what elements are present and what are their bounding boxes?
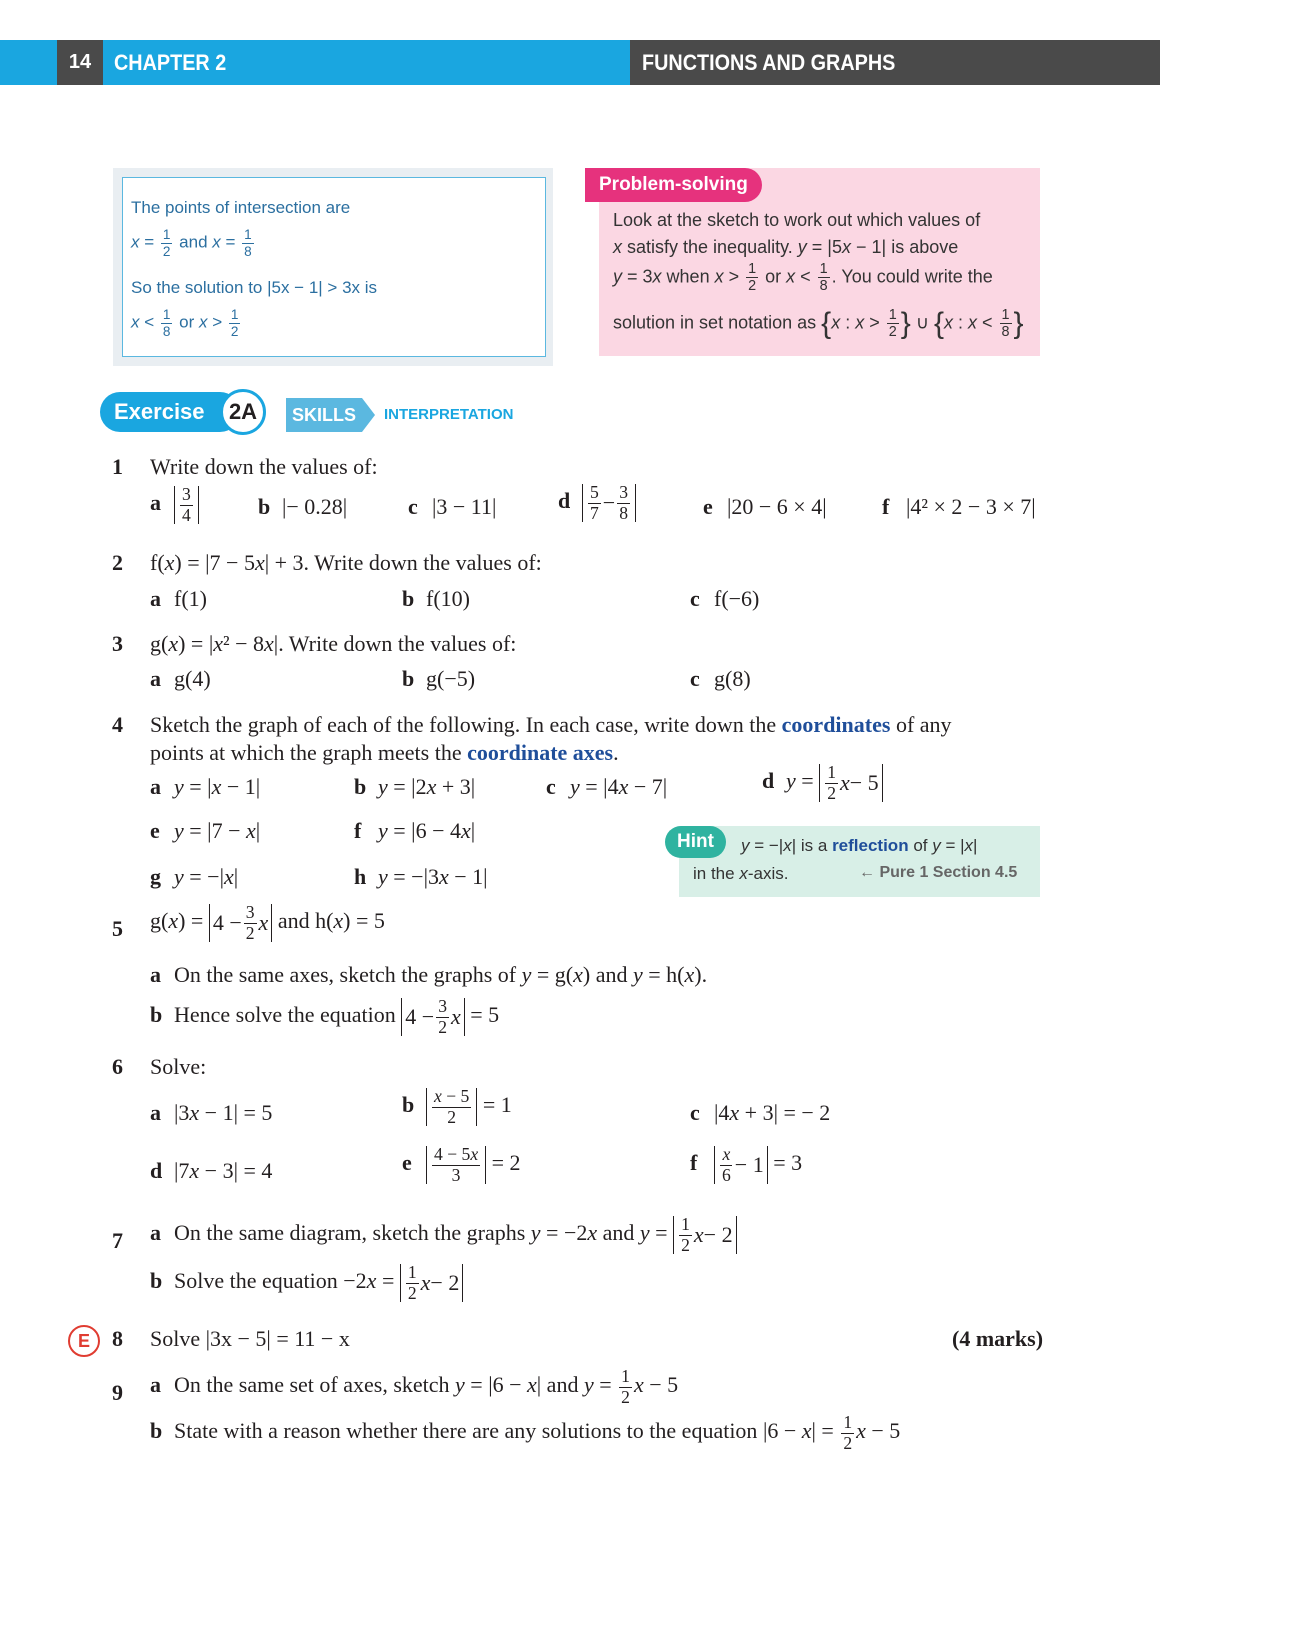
exam-style-icon: E <box>68 1325 100 1357</box>
q1-d: d $\frac{5}{7}$ − $\frac{3}{8}$ <box>558 484 636 522</box>
q9-number: 9 <box>112 1380 123 1405</box>
q9-a: a On the same set of axes, sketch y = |6 − x| and y = $\frac{1}{2}$ x − 5 <box>150 1366 679 1407</box>
problem-solving-box <box>599 168 1040 356</box>
q9-b: b State with a reason whether there are any solutions to the equation |6 − x| = $\frac{1}{2}$ x − 5 <box>150 1412 901 1453</box>
worked-example-box <box>113 168 553 366</box>
q5-b: b Hence solve the equation 4 − $\frac{3}{2}$ x = 5 <box>150 996 500 1037</box>
q4-c: c y = |4x − 7| <box>546 774 668 799</box>
worked-line-1: The points of intersection are <box>131 198 351 217</box>
ps-line-4: solution in set notation as {x : x > $\frac{1}{2}$ } ∪ {x : x < $\frac{1}{8}$ } <box>613 306 1024 341</box>
ps-line-2: x satisfy the inequality. y = |5x − 1| is above <box>613 237 959 257</box>
q4-f: f y = |6 − 4x| <box>354 818 476 843</box>
q6-c: c |4x + 3| = − 2 <box>690 1100 831 1125</box>
worked-line-3: So the solution to |5x − 1| > 3x is <box>131 278 378 297</box>
q3-number: 3 <box>112 631 123 656</box>
hint-line-1: y = −|x| is a reflection of y = |x| <box>741 836 978 855</box>
q3-stem: g(x) = |x² − 8x|. Write down the values of: <box>150 631 517 656</box>
exercise-label: Exercise <box>100 392 240 432</box>
q1-stem: Write down the values of: <box>150 454 378 479</box>
q7-b: b Solve the equation −2x = $\frac{1}{2}$ x − 2 <box>150 1264 463 1302</box>
q1-b: b |− 0.28| <box>258 494 348 519</box>
hint-reference[interactable]: ← Pure 1 Section 4.5 <box>859 864 1018 881</box>
q4-g: g y = −|x| <box>150 864 239 889</box>
hint-line-2: in the x-axis. <box>693 864 789 883</box>
q2-c: c f(−6) <box>690 586 760 611</box>
q2-number: 2 <box>112 550 123 575</box>
q6-e: e $\frac{4 - 5x}{3}$ = 2 <box>402 1144 521 1185</box>
q5-number: 5 <box>112 916 123 941</box>
q4-stem-1: Sketch the graph of each of the following. In each case, write down the coordinates of any <box>150 712 952 737</box>
q6-d: d |7x − 3| = 4 <box>150 1158 273 1183</box>
q8-stem: Solve |3x − 5| = 11 − x <box>150 1326 350 1351</box>
skills-arrow <box>362 398 375 432</box>
q1-e: e |20 − 6 × 4| <box>703 494 827 519</box>
q1-a: a $\frac{3}{4}$ <box>150 486 199 524</box>
q8-number: 8 <box>112 1326 123 1351</box>
q8-marks: (4 marks) <box>952 1326 1044 1351</box>
ps-line-1: Look at the sketch to work out which values of <box>613 210 981 230</box>
chapter-label: CHAPTER 2 <box>114 50 227 75</box>
q3-b: b g(−5) <box>402 666 476 691</box>
q1-f: f |4² × 2 − 3 × 7| <box>882 494 1036 519</box>
glossary-coordinates[interactable]: coordinates <box>781 712 891 737</box>
worked-line-2: x = $\frac{1}{2}$ and x = $\frac{1}{8}$ <box>131 227 252 259</box>
q6-a: a |3x − 1| = 5 <box>150 1100 273 1125</box>
q6-number: 6 <box>112 1054 123 1079</box>
worked-line-4: x < $\frac{1}{8}$ or x > $\frac{1}{2}$ <box>131 307 239 339</box>
q4-b: b y = |2x + 3| <box>354 774 476 799</box>
q4-a: a y = |x − 1| <box>150 774 261 799</box>
q4-number: 4 <box>112 712 123 737</box>
q6-b: b $\frac{x - 5}{2}$ = 1 <box>402 1086 512 1127</box>
q7-a: a On the same diagram, sketch the graphs y = −2x and y = $\frac{1}{2}$ x − 2 <box>150 1216 737 1254</box>
q1-number: 1 <box>112 454 123 479</box>
q2-b: b f(10) <box>402 586 470 611</box>
skill-name: INTERPRETATION <box>384 406 514 423</box>
q1-c: c |3 − 11| <box>408 494 497 519</box>
q7-number: 7 <box>112 1228 123 1253</box>
glossary-reflection[interactable]: reflection <box>832 836 909 855</box>
glossary-coordinate-axes[interactable]: coordinate axes <box>467 740 614 765</box>
q4-e: e y = |7 − x| <box>150 818 261 843</box>
q3-c: c g(8) <box>690 666 751 691</box>
skills-tag: SKILLS <box>286 398 362 432</box>
hint-badge: Hint <box>665 826 726 858</box>
hint-box <box>679 826 1040 897</box>
q6-stem: Solve: <box>150 1054 207 1079</box>
exercise-code: 2A <box>220 389 266 435</box>
q5-a: a On the same axes, sketch the graphs of y = g(x) and y = h(x). <box>150 962 708 987</box>
q2-a: a f(1) <box>150 586 207 611</box>
q4-d: d y = $\frac{1}{2}$ x − 5 <box>762 764 883 802</box>
q4-h: h y = −|3x − 1| <box>354 864 488 889</box>
q4-stem-2: points at which the graph meets the coordinate axes. <box>150 740 619 765</box>
ps-line-3: y = 3x when x > $\frac{1}{2}$ or x < $\frac{1}{8}$ . You could write the <box>613 261 993 295</box>
q6-f: f $\frac{x}{6}$ − 1 = 3 <box>690 1144 803 1185</box>
q5-stem: g(x) = 4 − $\frac{3}{2}$ x and h(x) = 5 <box>150 902 385 943</box>
problem-solving-badge: Problem-solving <box>585 168 762 202</box>
page-number: 14 <box>57 40 103 85</box>
chapter-title: FUNCTIONS AND GRAPHS <box>630 40 1160 85</box>
q3-a: a g(4) <box>150 666 211 691</box>
q2-stem: f(x) = |7 − 5x| + 3. Write down the values of: <box>150 550 542 575</box>
